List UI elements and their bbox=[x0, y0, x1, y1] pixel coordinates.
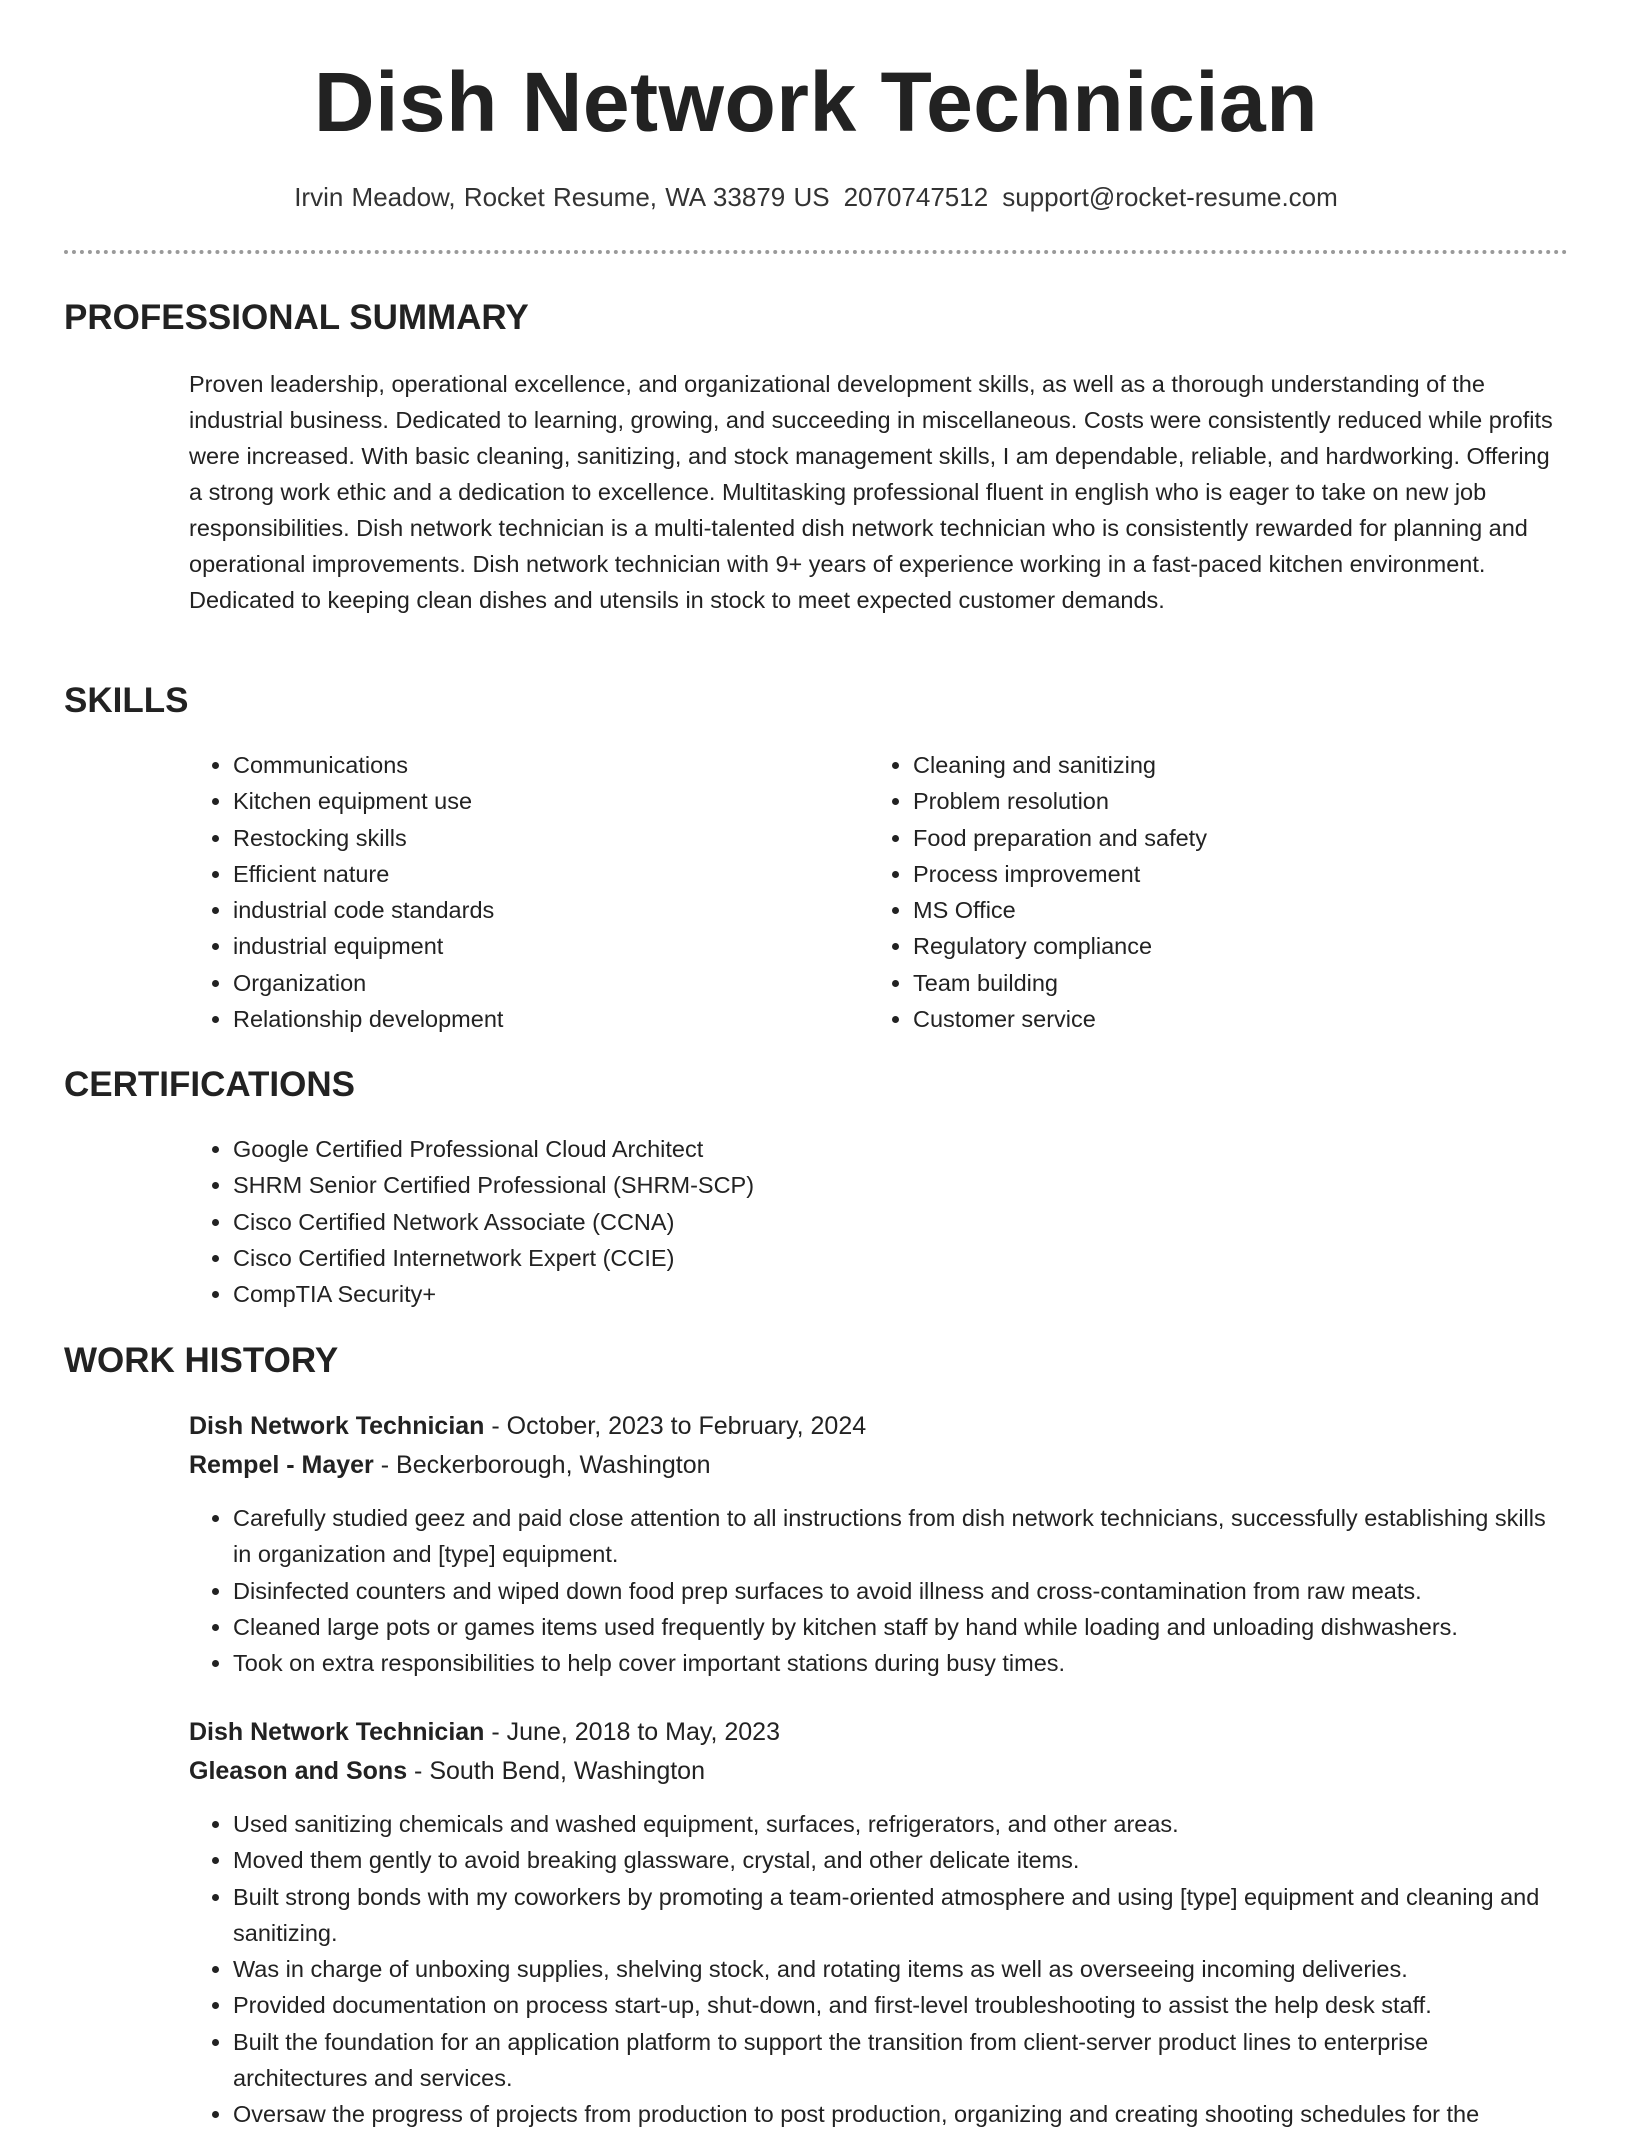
job-location: - South Bend, Washington bbox=[407, 1757, 705, 1785]
job-bullet: • Cleaned large pots or games items used frequently by kitchen staff by hand while loading and unloading dishwashers. bbox=[233, 1609, 1569, 1645]
certifications-block bbox=[189, 1131, 1189, 1312]
skill-item: • Team building bbox=[913, 965, 1549, 1001]
job-bullet: • Oversaw the progress of projects from production to post production, organizing and creating shooting schedules for the bbox=[233, 2096, 1569, 2132]
skill-item: • MS Office bbox=[913, 892, 1549, 928]
job-bullet: • Moved them gently to avoid breaking glassware, crystal, and other delicate items. bbox=[233, 1842, 1569, 1878]
job-title: Dish Network Technician bbox=[189, 1412, 485, 1440]
contact-phone: 2070747512 bbox=[843, 182, 989, 212]
contact-email: support@rocket-resume.com bbox=[1002, 182, 1338, 212]
skill-item: • Food preparation and safety bbox=[913, 820, 1549, 856]
certifications-heading: CERTIFICATIONS bbox=[64, 1065, 356, 1104]
skill-item: • Communications bbox=[233, 747, 789, 783]
header-divider bbox=[64, 250, 1568, 254]
job-company: Gleason and Sons bbox=[189, 1757, 408, 1785]
summary-heading: PROFESSIONAL SUMMARY bbox=[64, 298, 529, 337]
certifications-list bbox=[189, 1131, 1189, 1312]
skills-list-right bbox=[869, 747, 1549, 1037]
job-company-line bbox=[189, 1445, 1569, 1485]
contact-address: Irvin Meadow, Rocket Resume, WA 33879 US bbox=[294, 182, 830, 212]
job-title-line bbox=[189, 1712, 1569, 1752]
job-dates: - June, 2018 to May, 2023 bbox=[484, 1718, 780, 1746]
summary-text: Proven leadership, operational excellence, and organizational development skills, as well as a thorough understanding of the industrial business. Dedicated to learning, growing, and succeeding in miscellaneous. Costs were consistently reduced while profits were increased. With basic cleaning, sanitizing, and stock management skills, I am dependable, reliable, and hardworking. Offering a strong work ethic and a dedication to excellence. Multitasking professional fluent in english who is eager to take on new job responsibilities. Dish network technician is a multi-talented dish network technician who is consistently rewarded for planning and operational improvements. Dish network technician with 9+ years of experience working in a fast-paced kitchen environment. Dedicated to keeping clean dishes and utensils in stock to meet expected customer demands. bbox=[189, 371, 1553, 613]
resume-title: Dish Network Technician bbox=[313, 55, 1319, 149]
certification-item: • Google Certified Professional Cloud Architect bbox=[233, 1131, 1189, 1167]
job-bullets bbox=[189, 1806, 1569, 2133]
skill-item: • Restocking skills bbox=[233, 820, 789, 856]
skill-item: • Relationship development bbox=[233, 1001, 789, 1037]
certification-item: • CompTIA Security+ bbox=[233, 1276, 1189, 1312]
skills-column-left bbox=[189, 747, 789, 1037]
job-bullets-block bbox=[189, 1806, 1569, 2133]
job-company-line bbox=[189, 1751, 1569, 1791]
skill-item: • industrial equipment bbox=[233, 928, 789, 964]
work-history-heading: WORK HISTORY bbox=[64, 1341, 339, 1380]
skill-item: • Regulatory compliance bbox=[913, 928, 1549, 964]
job-bullet: • Provided documentation on process start-up, shut-down, and first-level troubleshooting to assist the help desk staff. bbox=[233, 1987, 1569, 2023]
skill-item: • Customer service bbox=[913, 1001, 1549, 1037]
skill-item: • Organization bbox=[233, 965, 789, 1001]
job-bullet: • Was in charge of unboxing supplies, shelving stock, and rotating items as well as overseeing incoming deliveries. bbox=[233, 1951, 1569, 1987]
job-bullets bbox=[189, 1500, 1569, 1681]
skills-column-right bbox=[869, 747, 1549, 1037]
job-bullets-block bbox=[189, 1500, 1569, 1681]
skill-item: • Problem resolution bbox=[913, 783, 1549, 819]
job-title-line bbox=[189, 1406, 1569, 1446]
skill-item: • Cleaning and sanitizing bbox=[913, 747, 1549, 783]
certification-item: • SHRM Senior Certified Professional (SHRM-SCP) bbox=[233, 1167, 1189, 1203]
job-bullet: • Built strong bonds with my coworkers by promoting a team-oriented atmosphere and using [type] equipment and cleaning and sanitizing. bbox=[233, 1879, 1569, 1952]
skill-item: • industrial code standards bbox=[233, 892, 789, 928]
skills-list-left bbox=[189, 747, 789, 1037]
job-bullet: • Carefully studied geez and paid close attention to all instructions from dish network technicians, successfully establishing skills in organization and [type] equipment. bbox=[233, 1500, 1569, 1573]
job-bullet: • Disinfected counters and wiped down food prep surfaces to avoid illness and cross-contamination from raw meats. bbox=[233, 1573, 1569, 1609]
skill-item: • Kitchen equipment use bbox=[233, 783, 789, 819]
certification-item: • Cisco Certified Internetwork Expert (CCIE) bbox=[233, 1240, 1189, 1276]
skill-item: • Process improvement bbox=[913, 856, 1549, 892]
job-bullet: • Built the foundation for an application platform to support the transition from client-server product lines to enterprise architectures and services. bbox=[233, 2024, 1569, 2097]
job-bullet: • Took on extra responsibilities to help cover important stations during busy times. bbox=[233, 1645, 1569, 1681]
job-dates: - October, 2023 to February, 2024 bbox=[484, 1412, 867, 1440]
job-title: Dish Network Technician bbox=[189, 1718, 485, 1746]
job-bullet: • Used sanitizing chemicals and washed equipment, surfaces, refrigerators, and other areas. bbox=[233, 1806, 1569, 1842]
job-company: Rempel - Mayer bbox=[189, 1451, 374, 1479]
contact-line bbox=[0, 182, 1632, 213]
job-location: - Beckerborough, Washington bbox=[373, 1451, 711, 1479]
skills-heading: SKILLS bbox=[64, 681, 189, 720]
skill-item: • Efficient nature bbox=[233, 856, 789, 892]
certification-item: • Cisco Certified Network Associate (CCNA) bbox=[233, 1204, 1189, 1240]
